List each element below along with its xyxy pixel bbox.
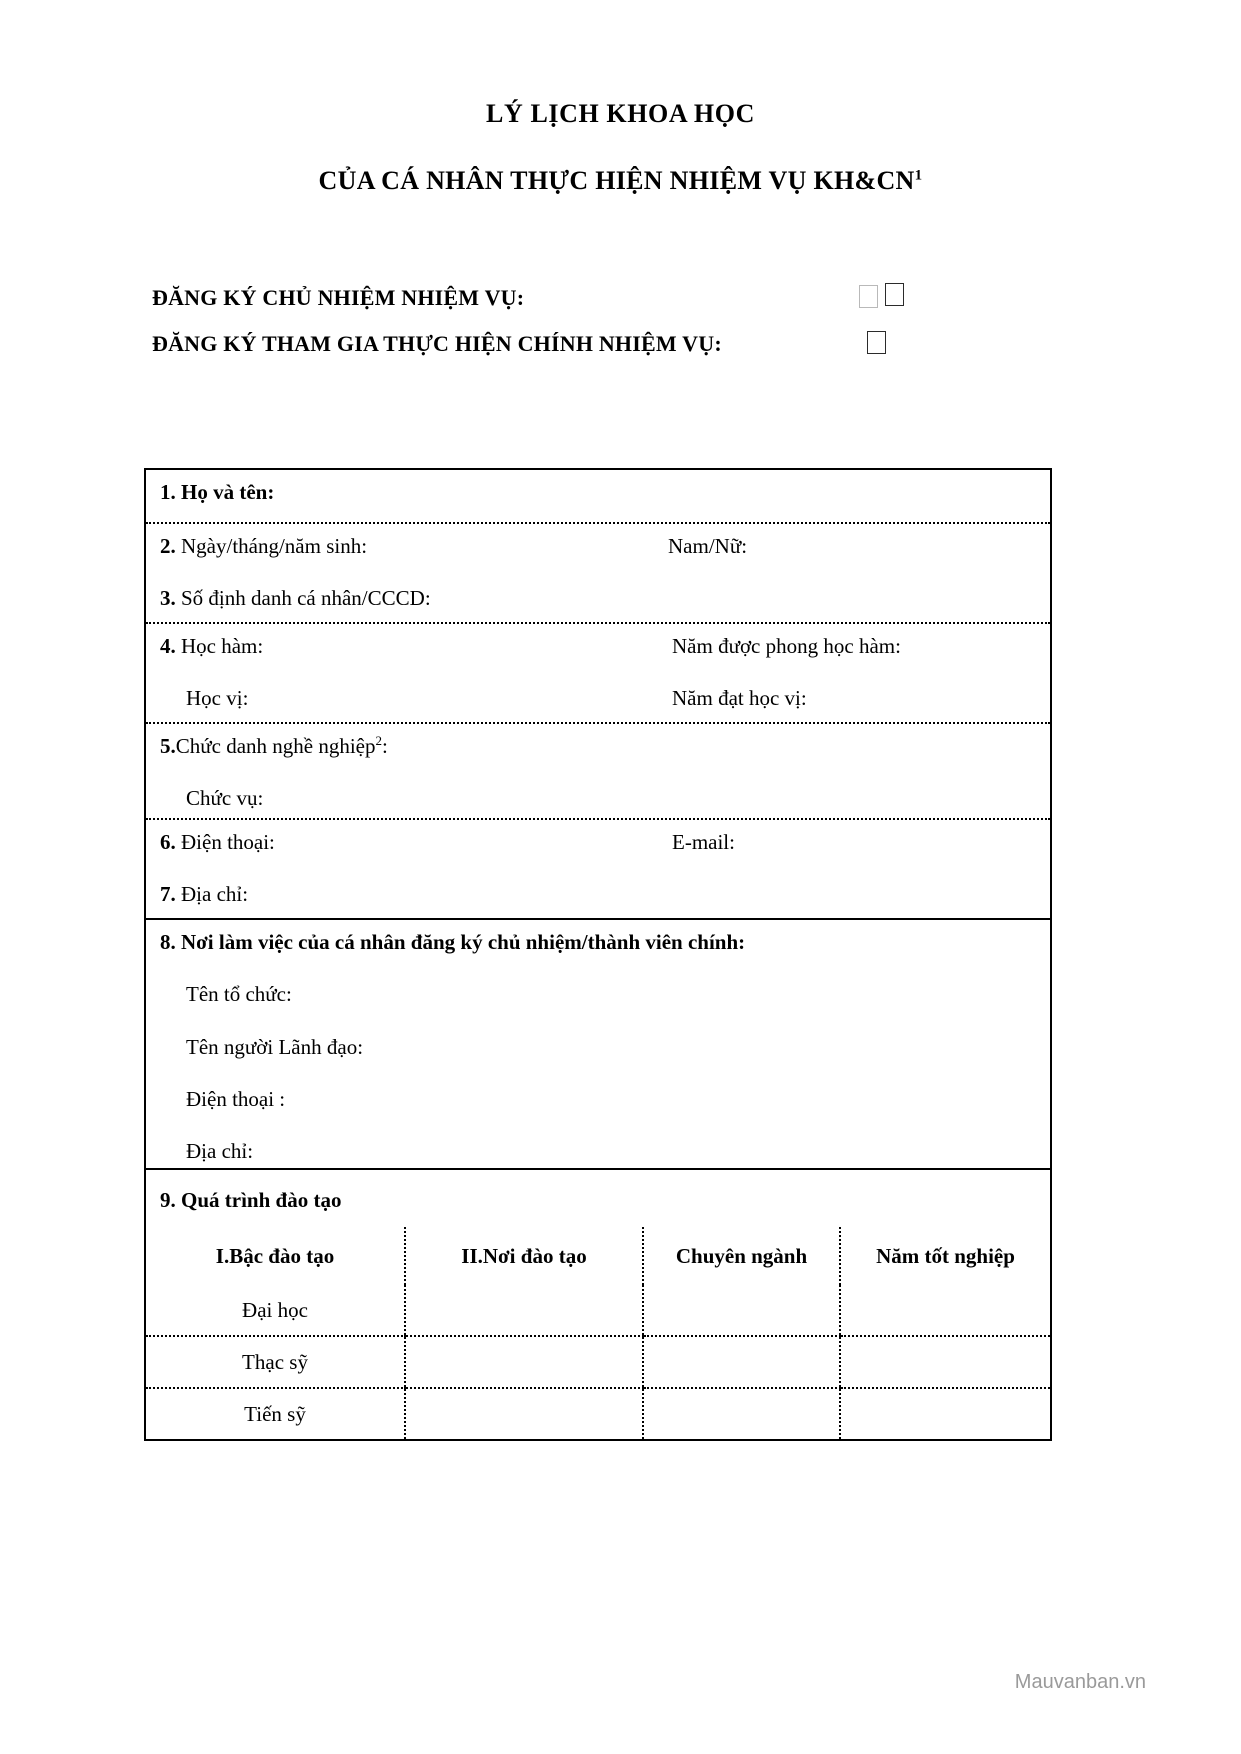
page-subtitle-text: CỦA CÁ NHÂN THỰC HIỆN NHIỆM VỤ KH&CN [318, 166, 915, 196]
field-org-leader-label: Tên người Lãnh đạo: [186, 1034, 364, 1059]
field-hocham-label: Học hàm: [181, 634, 264, 658]
table-row [146, 1285, 1050, 1336]
education-header-year: Năm tốt nghiệp [840, 1227, 1050, 1285]
education-row-bachelor-level: Đại học [146, 1285, 405, 1336]
table-row [145, 724, 1051, 820]
field-address-line [160, 880, 1050, 908]
table-row [145, 920, 1051, 1170]
education-row-bachelor-major[interactable] [643, 1285, 840, 1336]
field-hocham-number: 4. [160, 634, 176, 658]
watermark: Mauvanban.vn [1014, 1671, 1146, 1693]
education-heading [146, 1180, 1050, 1227]
field-address-label: Địa chỉ: [181, 882, 249, 907]
education-row-doctor-major[interactable] [643, 1388, 840, 1439]
field-phone-line [160, 828, 1050, 856]
field-org-address-label: Địa chỉ: [186, 1139, 254, 1164]
field-org-name-label: Tên tổ chức: [186, 982, 292, 1007]
field-workplace-label: Nơi làm việc của cá nhân đăng ký chủ nhiệm/thành viên chính: [181, 930, 746, 954]
field-phone-label: Điện thoại: [181, 830, 275, 854]
field-position-label: Chức vụ: [186, 786, 264, 811]
field-fullname-number: 1. [160, 480, 176, 504]
field-birthdate-number: 2. [160, 534, 176, 558]
education-row-doctor-year[interactable] [840, 1388, 1050, 1439]
field-hocham-line [160, 632, 1050, 660]
field-profession-line [160, 732, 1050, 760]
education-row-bachelor-year[interactable] [840, 1285, 1050, 1336]
field-job-title[interactable] [146, 724, 1050, 820]
section-education [146, 1170, 1050, 1439]
registration-block [152, 275, 1102, 367]
field-org-name-line [160, 980, 1050, 1008]
field-org-phone-label: Điện thoại : [186, 1087, 286, 1112]
field-birthdate-line [160, 532, 1050, 560]
field-hocvi-line [160, 684, 1050, 712]
field-org-address-line [160, 1137, 1050, 1165]
field-citizen-id-label: Số định danh cá nhân/CCCD: [181, 586, 431, 611]
subtitle-footnote-marker: 1 [914, 167, 923, 184]
field-birthdate-label: Ngày/tháng/năm sinh: [181, 534, 368, 558]
education-row-bachelor-place[interactable] [405, 1285, 643, 1336]
education-heading-number: 9. [160, 1188, 176, 1212]
education-header-row [146, 1227, 1050, 1285]
field-profession-label: Chức danh nghề nghiệp [175, 734, 376, 758]
checkbox-register-main-member[interactable] [867, 331, 886, 354]
field-fullname[interactable] [146, 470, 1050, 524]
field-workplace[interactable] [146, 920, 1050, 1170]
registration-row-leader [152, 275, 1102, 321]
field-hocham-year-label: Năm được phong học hàm: [672, 634, 901, 658]
table-row [145, 820, 1051, 920]
field-fullname-label: Họ và tên: [181, 480, 275, 504]
education-header-level: I.Bậc đào tạo [215, 1243, 335, 1268]
education-row-doctor-level: Tiến sỹ [244, 1401, 306, 1426]
table-row [145, 624, 1051, 724]
registration-row-member [152, 321, 1102, 367]
field-citizen-id-number: 3. [160, 586, 176, 611]
table-row [146, 1388, 1050, 1439]
checkbox-register-leader-b[interactable] [885, 283, 904, 306]
registration-leader-label: ĐĂNG KÝ CHỦ NHIỆM NHIỆM VỤ: [152, 285, 525, 310]
education-row-doctor-place[interactable] [405, 1388, 643, 1439]
field-citizen-id-line [160, 584, 1050, 612]
field-gender-label: Nam/Nữ: [668, 534, 748, 558]
cv-form-table [144, 468, 1052, 1441]
field-email-label: E-mail: [672, 830, 735, 854]
field-profession-colon: : [382, 734, 388, 758]
table-row [145, 1170, 1051, 1440]
education-row-master-major[interactable] [643, 1336, 840, 1388]
field-hocvi-year-label: Năm đạt học vị: [672, 686, 807, 711]
field-phone-number: 6. [160, 830, 176, 854]
education-heading-label: Quá trình đào tạo [181, 1188, 342, 1212]
field-org-phone-line [160, 1085, 1050, 1113]
field-contact[interactable] [146, 820, 1050, 920]
page-subtitle [0, 166, 1241, 196]
field-workplace-number: 8. [160, 930, 176, 954]
field-position-line [160, 784, 1050, 812]
field-profession-number: 5. [160, 734, 176, 758]
field-birth-and-id[interactable] [146, 524, 1050, 624]
education-header-major: Chuyên ngành [643, 1227, 840, 1285]
table-row [145, 469, 1051, 524]
title-block [0, 98, 1241, 196]
education-row-master-place[interactable] [405, 1336, 643, 1388]
education-table [146, 1227, 1050, 1439]
education-row-master-level: Thạc sỹ [146, 1336, 405, 1388]
page-title: LÝ LỊCH KHOA HỌC [486, 99, 755, 128]
field-academic-rank[interactable] [146, 624, 1050, 724]
registration-member-label: ĐĂNG KÝ THAM GIA THỰC HIỆN CHÍNH NHIỆM VỤ: [152, 331, 722, 356]
field-address-number: 7. [160, 882, 176, 907]
field-org-leader-line [160, 1033, 1050, 1061]
profession-footnote-marker: 2 [375, 733, 383, 748]
education-header-place: II.Nơi đào tạo [405, 1227, 643, 1285]
checkbox-register-leader-a[interactable] [859, 285, 878, 308]
table-row [146, 1336, 1050, 1388]
table-row [145, 524, 1051, 624]
field-fullname-line [160, 478, 1050, 506]
field-workplace-heading [160, 928, 1050, 956]
education-row-master-year[interactable] [840, 1336, 1050, 1388]
field-hocvi-label: Học vị: [186, 686, 249, 711]
